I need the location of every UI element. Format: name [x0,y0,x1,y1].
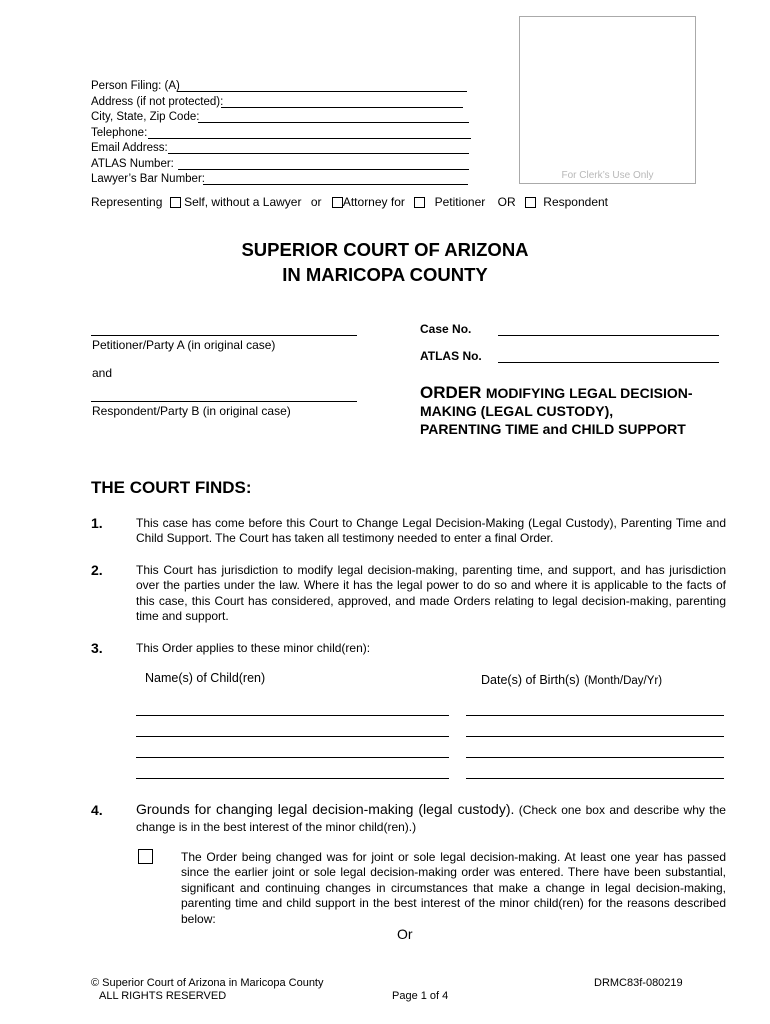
petitioner-label: Petitioner/Party A (in original case) [92,338,276,352]
footer-copyright: © Superior Court of Arizona in Maricopa County [91,977,324,989]
and-label: and [92,366,113,380]
item-number: 2. [91,562,103,578]
address-field [91,95,223,109]
finding-4-heading: Grounds for changing legal decision-making (legal custody). [136,801,515,817]
field-label: Address (if not protected): [91,96,224,108]
city-state-zip-line[interactable] [198,108,469,123]
finding-4-instruction: (Check one box and describe why the change is in the best interest of the minor child(ren).) [136,803,726,834]
telephone-line[interactable] [148,124,471,139]
dob-main: Date(s) of Birth(s) [481,673,580,687]
respondent-label: Respondent/Party B (in original case) [92,404,291,418]
representing-label: Representing [91,195,163,209]
respondent-line[interactable] [91,389,357,402]
court-title-line2: IN MARICOPA COUNTY [282,264,488,285]
children-dob-header [481,671,662,689]
child-name-line[interactable] [136,703,449,716]
bar-number-line[interactable] [203,170,468,185]
bar-number-field [91,172,205,186]
address-line[interactable] [221,93,463,108]
child-name-line[interactable] [136,724,449,737]
item-number: 3. [91,640,103,656]
petitioner-line[interactable] [91,323,357,336]
petitioner-label: Petitioner [434,195,486,209]
atlas-number-line[interactable] [178,155,469,170]
finding-2-text: This Court has jurisdiction to modify legal decision-making, parenting time, and support, and has jurisdiction over the parties under the law. Where it has the legal power to do so and where it is applicable to the facts of this case, this Court has considered, approved, and made Orders relating to legal decision-making, parenting time and support. [136,563,726,624]
respondent-checkbox[interactable] [525,197,536,208]
atlas-number-field [91,157,174,171]
finding-4-text [136,801,726,836]
children-name-header: Name(s) of Child(ren) [145,671,266,685]
email-field [91,141,168,155]
field-label: Email Address: [91,142,168,154]
order-rest: MODIFYING LEGAL DECISION- [485,385,693,401]
atlas-no-label: ATLAS No. [420,349,482,363]
email-line[interactable] [168,139,469,154]
respondent-label: Respondent [543,195,609,209]
telephone-field [91,126,147,140]
city-state-zip-field [91,110,199,124]
form-code: DRMC83f-080219 [594,977,683,989]
order-title-line3: PARENTING TIME and CHILD SUPPORT [420,421,686,437]
footer-rights: ALL RIGHTS RESERVED [99,990,227,1002]
child-dob-line[interactable] [466,703,724,716]
or-label: or [310,195,322,209]
petitioner-checkbox[interactable] [414,197,425,208]
findings-heading: THE COURT FINDS: [91,478,252,497]
case-no-label: Case No. [420,322,472,336]
child-dob-line[interactable] [466,724,724,737]
or-label: OR [497,195,516,209]
field-label: City, State, Zip Code: [91,111,200,123]
self-checkbox[interactable] [170,197,181,208]
clerk-use-box [519,16,696,184]
option-1-text: The Order being changed was for joint or sole legal decision-making. At least one year has passed since the earlier joint or sole legal decision-making order was entered. There have been substantial, significant and continuing changes in circumstances that make a change in legal decision-making, parenting time and child support in the best interest of the minor child(ren) for the reasons described below: [181,850,726,926]
child-dob-line[interactable] [466,745,724,758]
person-filing-field [91,79,180,93]
order-title-line1 [420,383,693,403]
child-dob-line[interactable] [466,766,724,779]
field-label: Telephone: [91,127,148,139]
order-word: ORDER [420,383,482,402]
child-name-line[interactable] [136,745,449,758]
dob-format: (Month/Day/Yr) [584,675,663,687]
case-no-line[interactable] [498,322,719,336]
page-number: Page 1 of 4 [392,990,449,1002]
field-label: Person Filing: (A) [91,80,180,92]
representing-row [91,195,608,210]
attorney-label: Attorney for [342,195,405,209]
option-1-checkbox[interactable] [138,849,153,864]
field-label: ATLAS Number: [91,158,174,170]
child-name-line[interactable] [136,766,449,779]
person-filing-line[interactable] [177,77,467,92]
court-title-line1: SUPERIOR COURT OF ARIZONA [241,239,529,260]
attorney-checkbox[interactable] [332,197,343,208]
finding-1-text: This case has come before this Court to Change Legal Decision-Making (Legal Custody), Parenting Time and Child Support. The Court has taken all testimony needed to enter a final Order. [136,516,726,546]
clerk-use-label: For Clerk’s Use Only [561,170,654,181]
finding-3-text: This Order applies to these minor child(ren): [136,641,371,655]
self-label: Self, without a Lawyer [184,195,302,209]
item-number: 1. [91,515,103,531]
field-label: Lawyer’s Bar Number: [91,173,205,185]
order-title-line2: MAKING (LEGAL CUSTODY), [420,403,614,419]
or-separator: Or [397,926,413,942]
atlas-no-line[interactable] [498,349,719,363]
item-number: 4. [91,802,103,818]
